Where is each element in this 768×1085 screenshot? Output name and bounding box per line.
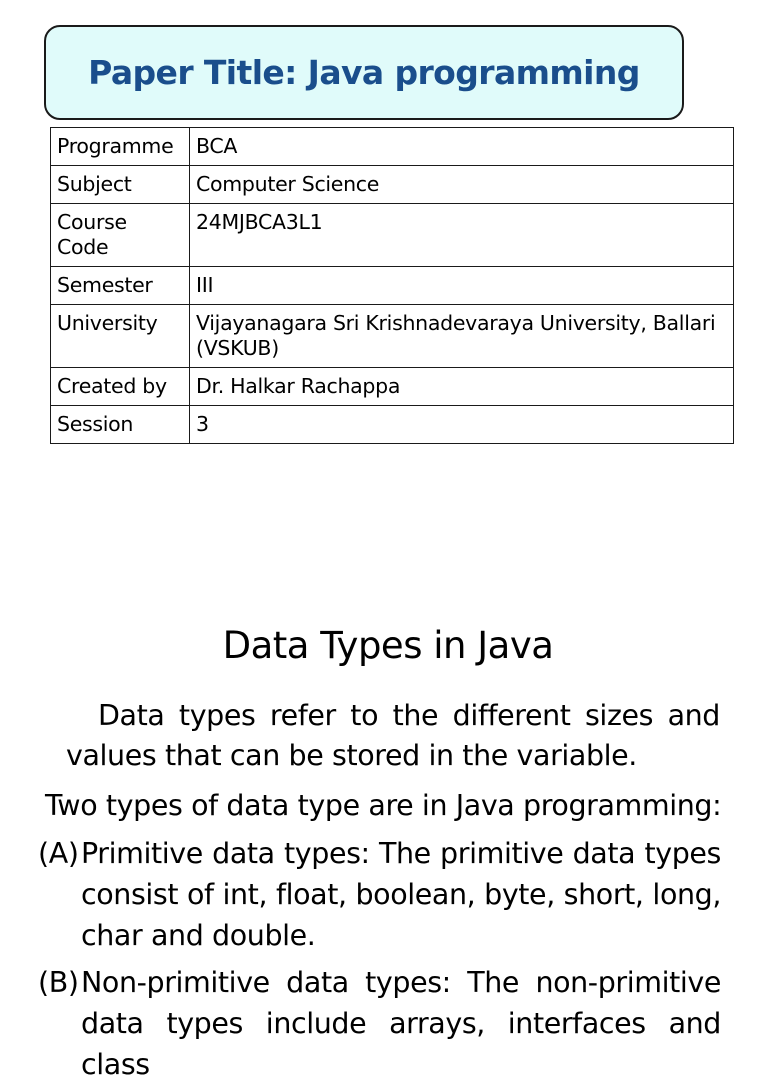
table-row (51, 166, 734, 204)
paper-title-box (44, 25, 684, 120)
row-value-programme: BCA (190, 128, 734, 166)
row-value-semester: III (190, 267, 734, 305)
paper-title: Paper Title: Java programming (88, 53, 640, 92)
table-row (51, 305, 734, 368)
row-value-course-code: 24MJBCA3L1 (190, 204, 734, 267)
table-row (51, 267, 734, 305)
table-row (51, 128, 734, 166)
definition-paragraph: Data types refer to the different sizes and values that can be stored in the variable. (66, 699, 720, 772)
table-row (51, 368, 734, 406)
list-marker-b: (B) (38, 966, 79, 999)
row-label-subject: Subject (51, 166, 190, 204)
row-label-semester: Semester (51, 267, 190, 305)
row-value-created-by: Dr. Halkar Rachappa (190, 368, 734, 406)
list-text-non-primitive: Non-primitive data types: The non-primitive data types include arrays, interfaces and class (81, 966, 721, 1081)
row-value-session: 3 (190, 406, 734, 444)
table-row (51, 406, 734, 444)
types-intro-paragraph: Two types of data type are in Java programming: (45, 789, 722, 822)
row-label-course-code: Course Code (51, 204, 190, 267)
row-label-session: Session (51, 406, 190, 444)
list-item-primitive (38, 833, 721, 956)
course-info-table (50, 127, 734, 444)
list-text-primitive: Primitive data types: The primitive data types consist of int, float, boolean, byte, short, long, char and double. (81, 837, 721, 952)
list-marker-a: (A) (38, 837, 79, 870)
row-label-university: University (51, 305, 190, 368)
table-row (51, 204, 734, 267)
row-value-university: Vijayanagara Sri Krishnadevaraya University, Ballari (VSKUB) (190, 305, 734, 368)
row-value-subject: Computer Science (190, 166, 734, 204)
row-label-created-by: Created by (51, 368, 190, 406)
section-heading: Data Types in Java (222, 624, 554, 667)
row-label-programme: Programme (51, 128, 190, 166)
